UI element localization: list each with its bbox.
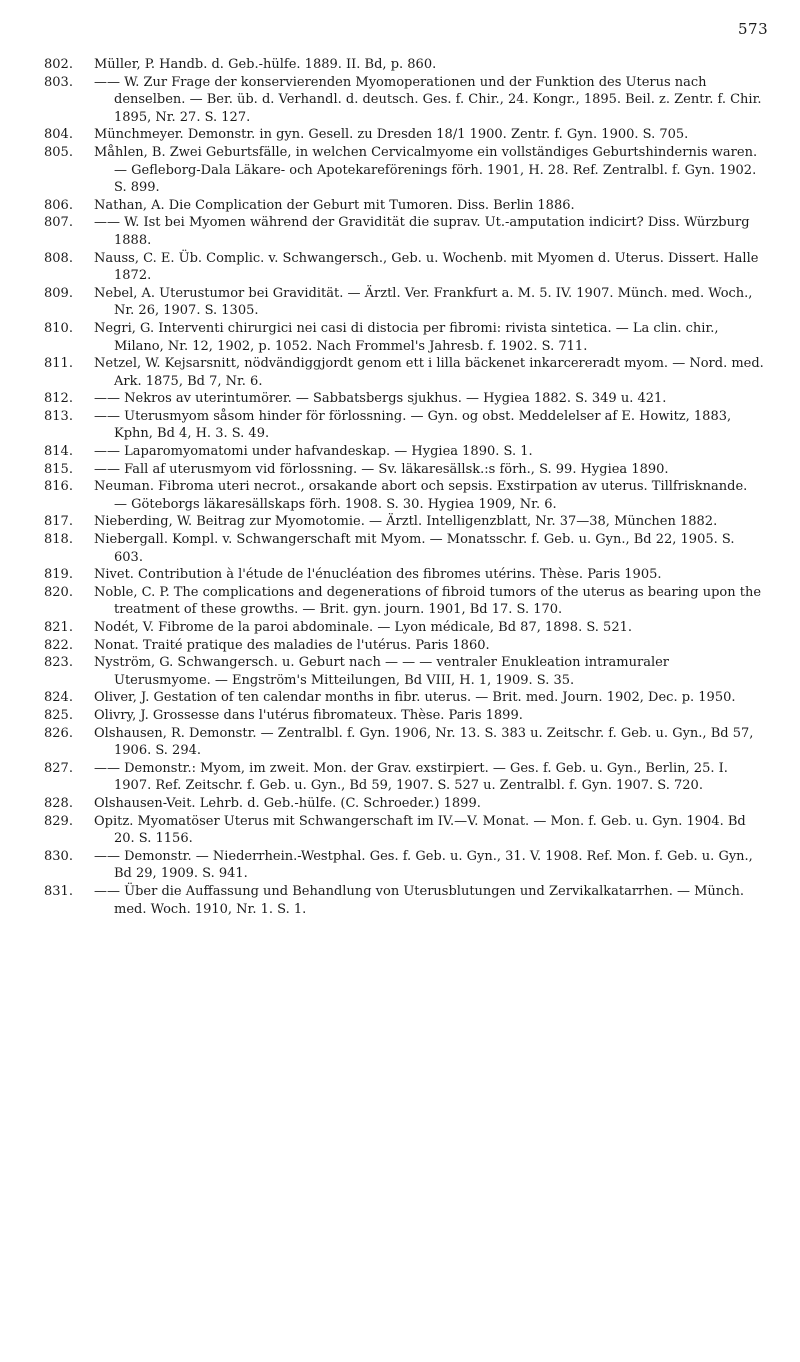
entry-number: 824.	[44, 690, 73, 706]
bibliography-entry	[44, 355, 764, 390]
entry-number: 805.	[44, 144, 73, 160]
bibliography-entry	[44, 584, 764, 619]
entry-number: 816.	[44, 479, 73, 495]
bibliography-entry	[44, 443, 764, 461]
entry-text: Olshausen-Veit. Lehrb. d. Geb.-hülfe. (C. Schroeder.) 1899.	[94, 795, 481, 811]
bibliography-entry	[44, 619, 764, 637]
entry-text: Nieberding, W. Beitrag zur Myomotomie. — Ärztl. Intelligenzblatt, Nr. 37—38, München 1882.	[94, 514, 718, 530]
bibliography-entry	[44, 144, 764, 197]
entry-number: 808.	[44, 250, 73, 266]
bibliography-entry	[44, 760, 764, 795]
bibliography-entry	[44, 285, 764, 320]
entry-text: —— Demonstr.: Myom, im zweit. Mon. der Grav. exstirpiert. — Ges. f. Geb. u. Gyn., Berlin, 25. I. 1907. Ref. Zeitschr. f. Geb. u. Gyn., Bd 59, 1907. S. 527 u. Zentralbl. f. Gyn. 1907. S. 720.	[94, 760, 728, 794]
entry-number: 806.	[44, 197, 73, 213]
entry-text: Nonat. Traité pratique des maladies de l'utérus. Paris 1860.	[94, 637, 490, 653]
bibliography-entry	[44, 883, 764, 918]
entry-text: Olivry, J. Grossesse dans l'utérus fibromateux. Thèse. Paris 1899.	[94, 707, 523, 723]
entry-text: Nebel, A. Uterustumor bei Gravidität. — Ärztl. Ver. Frankfurt a. M. 5. IV. 1907. Münch. med. Woch., Nr. 26, 1907. S. 1305.	[94, 285, 753, 319]
entry-number: 809.	[44, 285, 73, 301]
entry-text: Münchmeyer. Demonstr. in gyn. Gesell. zu Dresden 18/1 1900. Zentr. f. Gyn. 1900. S. 705.	[94, 127, 689, 143]
bibliography-entry	[44, 689, 764, 707]
bibliography-entry	[44, 390, 764, 408]
entry-number: 823.	[44, 655, 73, 671]
entry-number: 818.	[44, 532, 73, 548]
entry-text: —— Fall af uterusmyom vid förlossning. — Sv. läkaresällsk.:s förh., S. 99. Hygiea 1890.	[94, 461, 669, 477]
bibliography-entry	[44, 531, 764, 566]
entry-number: 827.	[44, 760, 73, 776]
bibliography-entry	[44, 197, 764, 215]
entry-text: Oliver, J. Gestation of ten calendar months in fibr. uterus. — Brit. med. Journ. 1902, Dec. p. 1950.	[94, 690, 736, 706]
entry-text: Negri, G. Interventi chirurgici nei casi di distocia per fibromi: rivista sintetica. — La clin. chir., Milano, Nr. 12, 1902, p. 1052. Nach Frommel's Jahresb. f. 1902. S. 711.	[94, 320, 719, 354]
bibliography-entry	[44, 408, 764, 443]
entry-text: —— Nekros av uterintumörer. — Sabbatsbergs sjukhus. — Hygiea 1882. S. 349 u. 421.	[94, 391, 667, 407]
entry-text: Nathan, A. Die Complication der Geburt mit Tumoren. Diss. Berlin 1886.	[94, 197, 575, 213]
bibliography-entry	[44, 795, 764, 813]
bibliography-entry	[44, 513, 764, 531]
entry-number: 828.	[44, 795, 73, 811]
bibliography-entry	[44, 637, 764, 655]
entry-text: Olshausen, R. Demonstr. — Zentralbl. f. Gyn. 1906, Nr. 13. S. 383 u. Zeitschr. f. Geb. u. Gyn., Bd 57, 1906. S. 294.	[94, 725, 754, 759]
entry-text: —— W. Zur Frage der konservierenden Myomoperationen und der Funktion des Uterus nach denselben. — Ber. üb. d. Verhandl. d. deutsch. Ges. f. Chir., 24. Kongr., 1895. Beil. z. Zentr. f. Chir. 1895, Nr. 27. S. 127.	[94, 74, 762, 125]
entry-text: Nodét, V. Fibrome de la paroi abdominale. — Lyon médicale, Bd 87, 1898. S. 521.	[94, 620, 632, 635]
entry-number: 819.	[44, 567, 73, 583]
bibliography-entry	[44, 74, 764, 127]
entry-number: 807.	[44, 215, 73, 231]
entry-number: 813.	[44, 408, 73, 424]
entry-text: —— Uterusmyom såsom hinder för förlossning. — Gyn. og obst. Meddelelser af E. Howitz, 1883, Kphn, Bd 4, H. 3. S. 49.	[94, 408, 732, 442]
entry-text: Nauss, C. E. Üb. Complic. v. Schwangersch., Geb. u. Wochenb. mit Myomen d. Uterus. Dissert. Halle 1872.	[94, 250, 759, 284]
bibliography-entry	[44, 320, 764, 355]
entry-text: —— Über die Auffassung und Behandlung von Uterusblutungen und Zervikalkatarrhen. — Münch. med. Woch. 1910, Nr. 1. S. 1.	[94, 883, 744, 917]
entry-number: 826.	[44, 725, 73, 741]
entry-number: 829.	[44, 813, 73, 829]
entry-number: 802.	[44, 57, 73, 72]
entry-text: —— Laparomyomatomi under hafvandeskap. — Hygiea 1890. S. 1.	[94, 444, 533, 460]
bibliography-entry	[44, 126, 764, 144]
entry-text: Måhlen, B. Zwei Geburtsfälle, in welchen Cervicalmyome ein vollständiges Geburtshindernis waren. — Gefleborg-Dala Läkare- och Apotekareförenings förh. 1901, H. 28. Ref. Zentralbl. f. Gyn. 1902. S. 899.	[94, 144, 758, 196]
entry-number: 814.	[44, 444, 73, 460]
bibliography-entry	[44, 461, 764, 479]
entry-number: 804.	[44, 127, 73, 143]
bibliography-entry	[44, 214, 764, 249]
entry-text: —— Demonstr. — Niederrhein.-Westphal. Ges. f. Geb. u. Gyn., 31. V. 1908. Ref. Mon. f. Geb. u. Gyn., Bd 29, 1909. S. 941.	[94, 848, 753, 882]
entry-number: 803.	[44, 74, 73, 90]
entry-number: 822.	[44, 637, 73, 653]
entry-number: 831.	[44, 883, 73, 899]
entry-text: Müller, P. Handb. d. Geb.-hülfe. 1889. II. Bd, p. 860.	[94, 57, 437, 72]
entry-text: —— W. Ist bei Myomen während der Gravidität die suprav. Ut.-amputation indicirt? Diss. Würzburg 1888.	[94, 215, 750, 248]
bibliography-entry	[44, 848, 764, 883]
entry-number: 812.	[44, 391, 73, 407]
bibliography-entry	[44, 707, 764, 725]
entry-text: Neuman. Fibroma uteri necrot., orsakande abort och sepsis. Exstirpation av uterus. Tillfrisknande. — Göteborgs läkaresällskaps förh. 1908. S. 30. Hygiea 1909, Nr. 6.	[94, 479, 748, 512]
entry-text: Nivet. Contribution à l'étude de l'énucléation des fibromes utérins. Thèse. Paris 1905.	[94, 567, 662, 583]
bibliography-entry	[44, 250, 764, 285]
entry-number: 817.	[44, 514, 73, 530]
entry-text: Opitz. Myomatöser Uterus mit Schwangerschaft im IV.—V. Monat. — Mon. f. Geb. u. Gyn. 1904. Bd 20. S. 1156.	[94, 813, 746, 847]
entry-number: 811.	[44, 356, 73, 372]
entry-number: 820.	[44, 584, 73, 600]
entry-text: Niebergall. Kompl. v. Schwangerschaft mit Myom. — Monatsschr. f. Geb. u. Gyn., Bd 22, 1905. S. 603.	[94, 532, 735, 565]
bibliography-entry	[44, 56, 764, 74]
page-number: 573	[738, 20, 769, 38]
entry-number: 825.	[44, 707, 73, 723]
bibliography-entry	[44, 813, 764, 848]
entry-number: 830.	[44, 848, 73, 864]
entry-number: 821.	[44, 620, 73, 635]
bibliography-entry	[44, 478, 764, 513]
entry-number: 810.	[44, 320, 73, 336]
entry-text: Nyström, G. Schwangersch. u. Geburt nach — — — ventraler Enukleation intramuraler Uterusmyome. — Engström's Mitteilungen, Bd VIII, H. 1, 1909. S. 35.	[94, 655, 670, 688]
entry-text: Noble, C. P. The complications and degenerations of fibroid tumors of the uterus as bearing upon the treatment of these growths. — Brit. gyn. journ. 1901, Bd 17. S. 170.	[94, 584, 762, 618]
bibliography-entry	[44, 725, 764, 760]
bibliography-entry	[44, 566, 764, 584]
bibliography-list	[44, 56, 764, 918]
entry-number: 815.	[44, 461, 73, 477]
entry-text: Netzel, W. Kejsarsnitt, nödvändiggjordt genom ett i lilla bäckenet inkarcereradt myom. — Nord. med. Ark. 1875, Bd 7, Nr. 6.	[94, 356, 764, 389]
bibliography-entry	[44, 654, 764, 689]
